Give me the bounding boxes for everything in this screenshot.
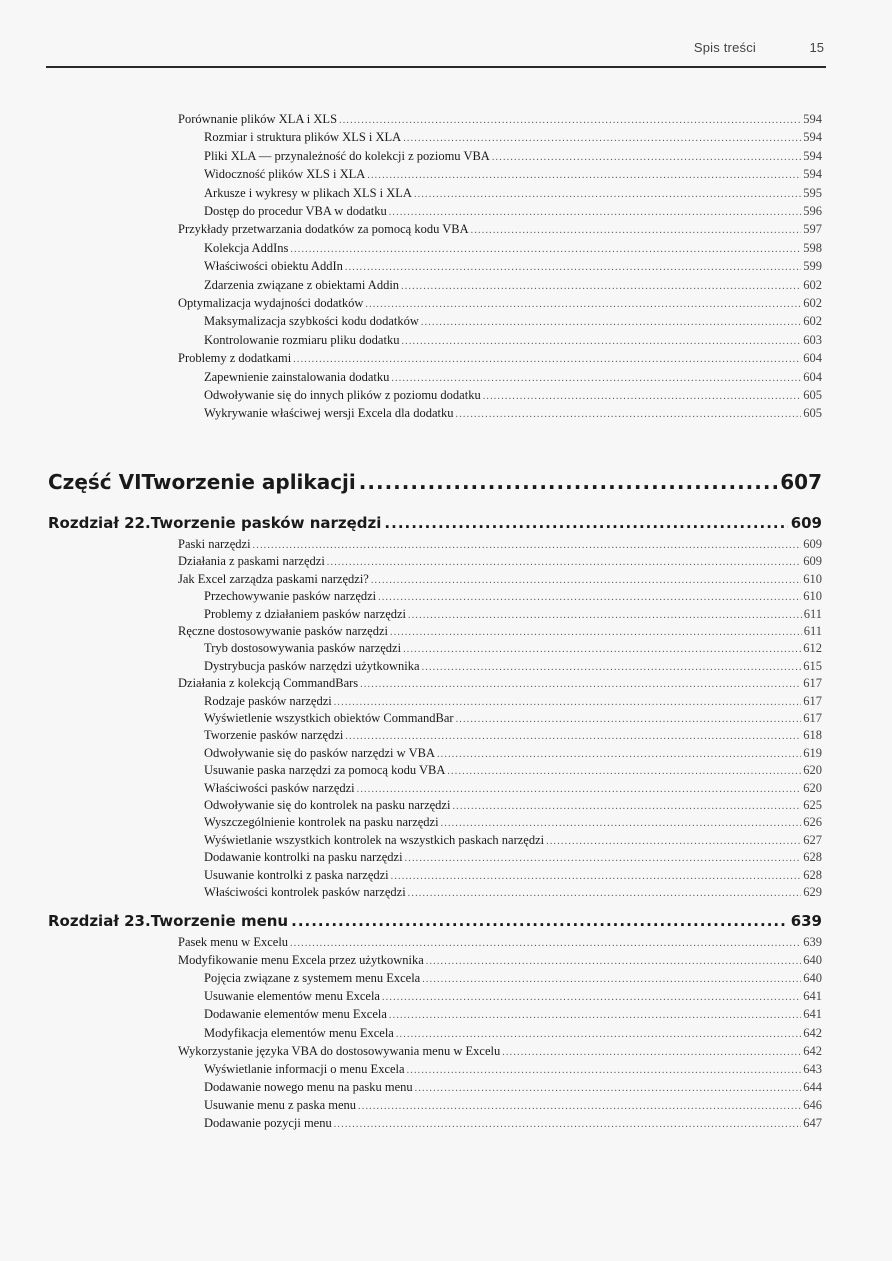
toc-entry-page: 612 bbox=[803, 641, 822, 656]
toc-entry-page: 610 bbox=[803, 589, 822, 604]
toc-entry-page: 640 bbox=[803, 953, 822, 968]
toc-entry-page: 594 bbox=[803, 167, 822, 182]
toc-entry-title: Modyfikowanie menu Excela przez użytkownika bbox=[178, 953, 424, 968]
toc-entry bbox=[204, 780, 822, 796]
toc-entry-title: Dodawanie kontrolki na pasku narzędzi bbox=[204, 850, 403, 865]
toc-entry-title: Tryb dostosowywania pasków narzędzi bbox=[204, 641, 402, 656]
leader-dots bbox=[334, 695, 802, 711]
toc-entry bbox=[178, 952, 822, 968]
toc-entry-page: 594 bbox=[803, 148, 822, 163]
toc-entry-page: 647 bbox=[803, 1116, 822, 1130]
toc-entry-title: Właściwości obiektu AddIn bbox=[204, 259, 343, 274]
toc-entry bbox=[204, 970, 822, 986]
toc-entry bbox=[204, 814, 822, 830]
toc-entry bbox=[204, 1079, 822, 1095]
toc-entry bbox=[204, 762, 822, 778]
toc-entry-title: Działania z paskami narzędzi bbox=[178, 554, 325, 569]
leader-dots bbox=[365, 297, 801, 313]
toc-entry-title: Problemy z dodatkami bbox=[178, 351, 292, 366]
header-rule bbox=[46, 66, 826, 68]
leader-dots bbox=[358, 1099, 801, 1115]
toc-entry-page: 641 bbox=[803, 1007, 822, 1022]
leader-dots bbox=[371, 573, 801, 589]
toc-entry bbox=[178, 675, 822, 691]
toc-entry-title: Modyfikacja elementów menu Excela bbox=[204, 1025, 394, 1040]
toc-entry-title: Optymalizacja wydajności dodatków bbox=[178, 296, 364, 310]
leader-dots bbox=[339, 113, 801, 129]
leader-dots bbox=[360, 677, 801, 693]
toc-entry-page: 639 bbox=[803, 935, 822, 949]
toc-entry bbox=[204, 129, 822, 145]
toc-entry bbox=[204, 710, 822, 726]
toc-entry-title: Zdarzenia związane z obiektami Addin bbox=[204, 277, 400, 292]
leader-dots bbox=[253, 538, 802, 554]
toc-entry-title: Dodawanie elementów menu Excela bbox=[204, 1007, 387, 1022]
toc-entry-page: 629 bbox=[803, 885, 822, 899]
toc-entry-title: Arkusze i wykresy w plikach XLS i XLA bbox=[204, 185, 412, 200]
toc-entry-page: 642 bbox=[803, 1025, 822, 1040]
leader-dots bbox=[391, 371, 801, 387]
toc-entry-page: 646 bbox=[803, 1097, 822, 1112]
toc-entry-page: 620 bbox=[803, 763, 822, 778]
toc-entry-title: Usuwanie menu z paska menu bbox=[204, 1097, 357, 1112]
leader-dots bbox=[492, 150, 801, 166]
leader-dots bbox=[452, 799, 801, 815]
leader-dots bbox=[396, 1027, 801, 1043]
leader-dots bbox=[290, 242, 801, 258]
toc-entry-page: 597 bbox=[803, 222, 822, 237]
leader-dots bbox=[426, 954, 802, 970]
leader-dots bbox=[357, 782, 802, 798]
toc-entry-page: 596 bbox=[803, 204, 822, 218]
leader-dots bbox=[502, 1045, 801, 1061]
toc-entry bbox=[204, 203, 822, 219]
toc-entry-page: 620 bbox=[803, 780, 822, 795]
toc-entry bbox=[204, 884, 822, 900]
leader-dots bbox=[290, 936, 801, 952]
toc-entry-page: 617 bbox=[803, 711, 822, 725]
leader-dots bbox=[403, 131, 801, 147]
toc-entry bbox=[178, 934, 822, 950]
leader-dots bbox=[407, 1063, 802, 1079]
leader-dots bbox=[415, 1081, 802, 1097]
leader-dots bbox=[414, 187, 801, 203]
leader-dots bbox=[291, 912, 788, 930]
toc-entry-page: 643 bbox=[803, 1061, 822, 1076]
toc-entry-title: Odwoływanie się do innych plików z poziomu dodatku bbox=[204, 388, 481, 402]
toc-entry-title: Wykorzystanie języka VBA do dostosowywania menu w Excelu bbox=[178, 1043, 501, 1058]
toc-entry bbox=[204, 387, 822, 403]
toc-entry bbox=[204, 1006, 822, 1022]
toc-entry bbox=[204, 405, 822, 421]
toc-entry bbox=[204, 797, 822, 813]
toc-entry-title: Rozmiar i struktura plików XLS i XLA bbox=[204, 130, 402, 145]
toc-entry-title: Ręczne dostosowywanie pasków narzędzi bbox=[178, 624, 388, 638]
toc-entry-page: 627 bbox=[803, 832, 822, 847]
toc-entry-title: Usuwanie elementów menu Excela bbox=[204, 989, 380, 1004]
toc-entry-title: Wyświetlenie wszystkich obiektów CommandBar bbox=[204, 711, 454, 725]
leader-dots bbox=[483, 389, 802, 405]
toc-entry-title: Problemy z działaniem pasków narzędzi bbox=[204, 606, 407, 621]
toc-entry-title: Dodawanie pozycji menu bbox=[204, 1116, 332, 1130]
toc-entry bbox=[204, 166, 822, 182]
toc-entry-page: 644 bbox=[803, 1079, 822, 1094]
toc-entry-page: 611 bbox=[803, 606, 822, 621]
leader-dots bbox=[421, 315, 801, 331]
toc-entry-title: Tworzenie pasków narzędzi bbox=[204, 728, 344, 743]
leader-dots bbox=[378, 590, 801, 606]
leader-dots bbox=[471, 223, 802, 239]
toc-entry-title: Usuwanie kontrolki z paska narzędzi bbox=[204, 867, 389, 882]
toc-entry bbox=[204, 727, 822, 743]
toc-entry bbox=[178, 350, 822, 366]
running-header bbox=[48, 34, 828, 58]
toc-entry bbox=[204, 277, 822, 293]
running-header-title: Spis treści bbox=[693, 40, 756, 55]
toc-entry-page: 605 bbox=[803, 406, 822, 421]
toc-entry-title: Dodawanie nowego menu na pasku menu bbox=[204, 1079, 413, 1094]
toc-entry-page: 628 bbox=[803, 867, 822, 882]
toc-entry-page: 598 bbox=[803, 240, 822, 255]
toc-entry-page: 628 bbox=[803, 850, 822, 865]
toc-entry-title: Pojęcia związane z systemem menu Excela bbox=[204, 971, 421, 986]
toc-entry-title: Właściwości kontrolek pasków narzędzi bbox=[204, 885, 406, 899]
toc-entry-page: 615 bbox=[803, 658, 822, 673]
toc-entry bbox=[204, 332, 822, 348]
toc-entry bbox=[178, 221, 822, 237]
toc-entry-page: 619 bbox=[803, 745, 822, 760]
toc-entry bbox=[178, 623, 822, 639]
toc-entry bbox=[204, 693, 822, 709]
chapter-title: Tworzenie menu bbox=[150, 912, 289, 930]
toc-entry-title: Usuwanie paska narzędzi za pomocą kodu VBA bbox=[204, 763, 446, 778]
leader-dots bbox=[447, 764, 801, 780]
toc-entry bbox=[204, 185, 822, 201]
toc-entry-title: Pliki XLA — przynależność do kolekcji z poziomu VBA bbox=[204, 148, 490, 163]
leader-dots bbox=[456, 407, 802, 423]
part-heading bbox=[48, 470, 822, 496]
leader-dots bbox=[367, 168, 801, 184]
leader-dots bbox=[401, 334, 801, 350]
toc-entry-title: Kolekcja AddIns bbox=[204, 240, 289, 255]
toc-entry bbox=[178, 1043, 822, 1059]
leader-dots bbox=[389, 1008, 801, 1024]
leader-dots bbox=[327, 555, 801, 571]
toc-entry bbox=[178, 295, 822, 311]
chapter-number: Rozdział 23. bbox=[48, 912, 151, 930]
toc-entry bbox=[204, 1061, 822, 1077]
toc-entry-title: Działania z kolekcją CommandBars bbox=[178, 676, 359, 691]
toc-entry bbox=[204, 148, 822, 164]
leader-dots bbox=[382, 990, 801, 1006]
leader-dots bbox=[546, 834, 801, 850]
toc-entry-page: 595 bbox=[803, 185, 822, 200]
toc-entry bbox=[204, 1025, 822, 1041]
toc-entry-page: 610 bbox=[803, 571, 822, 586]
chapter-page: 639 bbox=[790, 912, 822, 930]
toc-entry-title: Maksymalizacja szybkości kodu dodatków bbox=[204, 314, 419, 329]
chapter-page: 609 bbox=[790, 514, 822, 532]
running-header-page-number: 15 bbox=[809, 40, 824, 55]
toc-entry bbox=[178, 571, 822, 587]
toc-entry-page: 618 bbox=[803, 728, 822, 743]
toc-entry-page: 605 bbox=[803, 388, 822, 402]
toc-entry-page: 611 bbox=[803, 624, 822, 638]
toc-entry bbox=[204, 832, 822, 848]
toc-entry bbox=[204, 240, 822, 256]
toc-entry-title: Wyświetlanie informacji o menu Excela bbox=[204, 1061, 405, 1076]
chapter-number: Rozdział 22. bbox=[48, 514, 151, 532]
toc-entry-page: 640 bbox=[803, 971, 822, 986]
leader-dots bbox=[384, 514, 787, 532]
toc-entry bbox=[178, 111, 822, 127]
toc-entry-page: 642 bbox=[803, 1043, 822, 1058]
toc-entry bbox=[204, 1097, 822, 1113]
chapter-title: Tworzenie pasków narzędzi bbox=[150, 514, 382, 532]
toc-entry-title: Jak Excel zarządza paskami narzędzi? bbox=[178, 571, 369, 586]
toc-entry-title: Paski narzędzi bbox=[178, 537, 251, 551]
leader-dots bbox=[391, 869, 802, 885]
toc-entry bbox=[178, 553, 822, 569]
toc-entry-title: Właściwości pasków narzędzi bbox=[204, 780, 355, 795]
toc-entry-title: Dystrybucja pasków narzędzi użytkownika bbox=[204, 658, 420, 673]
toc-entry-title: Dostęp do procedur VBA w dodatku bbox=[204, 204, 387, 218]
leader-dots bbox=[437, 747, 801, 763]
leader-dots bbox=[389, 205, 802, 221]
toc-entry-page: 617 bbox=[803, 693, 822, 708]
toc-entry bbox=[204, 849, 822, 865]
toc-entry-page: 609 bbox=[803, 554, 822, 569]
toc-entry bbox=[204, 658, 822, 674]
toc-entry bbox=[204, 640, 822, 656]
toc-entry bbox=[204, 988, 822, 1004]
part-page: 607 bbox=[780, 470, 822, 494]
part-title: Tworzenie aplikacji bbox=[141, 470, 356, 494]
toc-entry-page: 603 bbox=[803, 332, 822, 347]
leader-dots bbox=[345, 729, 801, 745]
toc-entry-page: 602 bbox=[803, 296, 822, 310]
leader-dots bbox=[408, 608, 802, 624]
toc-entry-title: Odwoływanie się do kontrolek na pasku narzędzi bbox=[204, 798, 451, 812]
leader-dots bbox=[405, 851, 802, 867]
leader-dots bbox=[334, 1117, 802, 1133]
leader-dots bbox=[422, 660, 802, 676]
toc-entry-page: 599 bbox=[803, 259, 822, 274]
toc-entry-title: Widoczność plików XLS i XLA bbox=[204, 167, 366, 182]
toc-entry-page: 604 bbox=[803, 369, 822, 384]
toc-entry-page: 604 bbox=[803, 351, 822, 366]
toc-entry-page: 641 bbox=[803, 989, 822, 1004]
toc-entry bbox=[204, 588, 822, 604]
toc-entry-page: 626 bbox=[803, 815, 822, 830]
toc-entry-page: 625 bbox=[803, 798, 822, 812]
leader-dots bbox=[403, 642, 801, 658]
toc-entry-title: Wykrywanie właściwej wersji Excela dla dodatku bbox=[204, 406, 454, 421]
leader-dots bbox=[293, 352, 801, 368]
toc-entry-title: Przechowywanie pasków narzędzi bbox=[204, 589, 377, 604]
leader-dots bbox=[345, 260, 801, 276]
toc-entry bbox=[204, 606, 822, 622]
toc-entry bbox=[204, 369, 822, 385]
toc-entry-page: 594 bbox=[803, 112, 822, 126]
part-number: Część VI bbox=[48, 470, 142, 494]
toc-entry-title: Odwoływanie się do pasków narzędzi w VBA bbox=[204, 745, 435, 760]
toc-entry-title: Porównanie plików XLA i XLS bbox=[178, 112, 338, 126]
toc-entry bbox=[204, 313, 822, 329]
leader-dots bbox=[390, 625, 802, 641]
toc-entry-title: Rodzaje pasków narzędzi bbox=[204, 693, 332, 708]
leader-dots bbox=[441, 816, 802, 832]
toc-entry bbox=[204, 745, 822, 761]
leader-dots bbox=[401, 279, 801, 295]
leader-dots bbox=[456, 712, 802, 728]
toc-entry-title: Zapewnienie zainstalowania dodatku bbox=[204, 369, 390, 384]
toc-entry bbox=[204, 258, 822, 274]
toc-entry-title: Wyświetlanie wszystkich kontrolek na wszystkich paskach narzędzi bbox=[204, 832, 545, 847]
toc-entry-title: Wyszczególnienie kontrolek na pasku narzędzi bbox=[204, 815, 439, 830]
toc-entry-page: 609 bbox=[803, 537, 822, 551]
toc-entry-title: Kontrolowanie rozmiaru pliku dodatku bbox=[204, 332, 400, 347]
toc-entry-title: Pasek menu w Excelu bbox=[178, 935, 289, 949]
toc-entry bbox=[178, 536, 822, 552]
leader-dots bbox=[422, 972, 801, 988]
leader-dots bbox=[408, 886, 802, 902]
toc-entry bbox=[204, 1115, 822, 1131]
leader-dots bbox=[359, 470, 777, 494]
toc-entry-page: 594 bbox=[803, 130, 822, 145]
toc-entry bbox=[204, 867, 822, 883]
toc-entry-page: 617 bbox=[803, 676, 822, 691]
toc-entry-title: Przykłady przetwarzania dodatków za pomocą kodu VBA bbox=[178, 222, 469, 237]
toc-entry-page: 602 bbox=[803, 277, 822, 292]
toc-entry-page: 602 bbox=[803, 314, 822, 329]
